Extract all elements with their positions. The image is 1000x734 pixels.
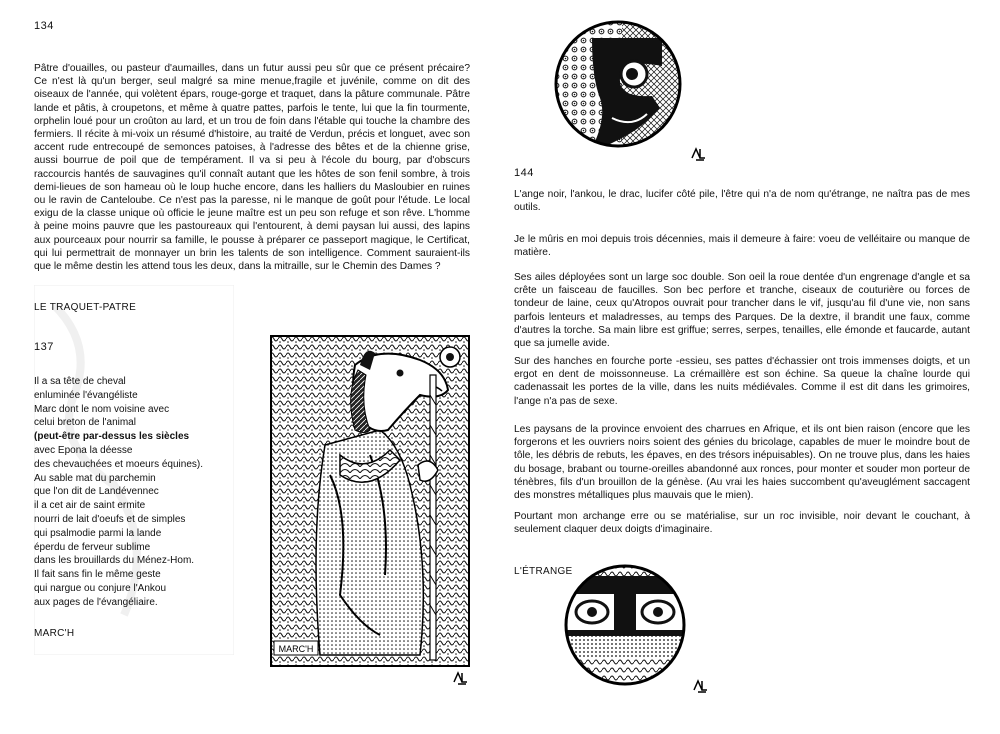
poem-line: Il fait sans fin le même geste xyxy=(34,569,161,581)
poem-line: qui psalmodie parmi la lande xyxy=(34,527,162,539)
poem-line: que l'on dit de Landévennec xyxy=(34,486,159,498)
right-page xyxy=(500,0,1000,734)
horse-evangelist-illustration xyxy=(270,335,470,667)
poem-line: Il a sa tête de cheval xyxy=(34,376,126,387)
page-number: 144 xyxy=(514,167,534,179)
poem-line: dans les brouillards du Ménez-Hom. xyxy=(34,555,195,567)
face-medallion-illustration xyxy=(552,18,684,150)
poem-line: avec Epona la déesse xyxy=(34,444,133,456)
poem-line: nourri de lait d'oeufs et de simples xyxy=(34,513,186,525)
poem-line: aux pages de l'évangéliaire. xyxy=(34,596,158,608)
poem-title: MARC'H xyxy=(34,628,75,639)
section-number: 137 xyxy=(34,341,54,353)
eyes-medallion-illustration xyxy=(562,562,688,688)
illustration-caption: MARC'H xyxy=(278,644,314,654)
artist-monogram xyxy=(692,678,712,694)
body-paragraph: Je le mûris en moi depuis trois décennies, mais il demeure à faire: voeu de velléitaire ou manque de matière. xyxy=(514,234,970,259)
section-title: L'ÉTRANGE xyxy=(514,566,573,577)
poem-line: celui breton de l'animal xyxy=(34,417,136,429)
section-title: LE TRAQUET-PATRE xyxy=(34,302,137,313)
body-paragraph: Les paysans de la province envoient des charrues en Afrique, et ils ont bien raison (encore que les forgerons et les ouvriers noirs soient des génies du bricolage, capables de muer le moindre bout de tôle, les débris de rebuts, les épaves, en des trésors inépuisables). On ne trouve plus, dans les haies du bosage, brabant ou tourne-oreilles abandonné aux ronces, pour monter et souder mon porteur de ténèbres, fils d'un brouillon de la génèse. (Au vrai les haies succombent qu'aveuglément saccagent des monstres métalliques plus mauvais que le mien). xyxy=(514,424,970,502)
artist-monogram xyxy=(690,146,710,162)
poem xyxy=(34,375,203,610)
artist-monogram xyxy=(452,670,472,686)
poem-line: qui nargue ou conjure l'Ankou xyxy=(34,582,167,594)
poem-line: Marc dont le nom voisine avec xyxy=(34,403,170,415)
poem-line: (peut-être par-dessus les siècles xyxy=(34,431,190,443)
poem-line: enluminée l'évangéliste xyxy=(34,389,138,401)
page-number: 134 xyxy=(34,20,54,32)
body-paragraph: Sur des hanches en fourche porte -essieu, ses pattes d'échassier ont trois immenses doigts, et un ergot en dent de moissonneuse. La crémaillère est son échine. Sa queue la chaîne lourde qui cadenassait les portes de la ville, dans les nuits médiévales. Comme il est dit dans les grimoires, l'ange n'a pas de sexe. xyxy=(514,356,970,407)
poem-line: des chevauchées et moeurs équines). xyxy=(34,458,203,470)
poem-line: Au sable mat du parchemin xyxy=(34,472,156,484)
poem-line: éperdu de ferveur sublime xyxy=(34,541,151,553)
body-paragraph: Pâtre d'ouailles, ou pasteur d'aumailles, dans un futur aussi peu sûr que ce présent précaire? Ce n'est là qu'un berger, seul malgré sa mine menue,fragile et juvénile, comme on dit des oiseaux de l'année, qui volètent épars, rouge-gorge et traquet, dans la pâture communale. Pâtre lande et pâtis, à croupetons, et même à quatre pattes, parfois le tente, lui que la fin tourmente, orphelin loué pour un croûton au lard, et un trou de foin dans l'étable qui touche la chambre des fermiers. Il récite à mi-voix un résumé d'histoire, au traité de Verdun, précis et longuet, avec son accent rude entrecoupé de semonces patoises, à l'adresse des bêtes et de la chienne grise, aussi bourrue de poil que de tempérament. Il va si peu à l'école du bourg, par d'obscurs raccourcis hantés de sauvagines qu'il connaît autant que les hôtes de son fenil sombre, à trois demi-lieues de son hameau où le loup huche encore, dans les halliers du Masloubier en ruines ou le ravin de Canteloube. Ce n'est pas la paresse, ni le manque de goût pour l'étude. Le local exigu de la classe unique où officie le jeune maître est un peu son refuge et son rêve. L'homme à peine moins pauvre que les pastoureaux qui l'entourent, à demi paysan lui aussi, des lapins aux pourceaux pour nourrir sa famille, le pousse à préparer ce passeport magique, le Certificat, qui lui permettrait de monnayer un brin les talents de son intelligence. Comment sauraient-ils que le même destin les attend tous les deux, dans la mitraille, sur le Chemin des Dames ? xyxy=(34,63,470,273)
body-paragraph: Pourtant mon archange erre ou se matérialise, sur un roc invisible, noir devant le couchant, à seulement claquer deux doigts d'imaginaire. xyxy=(514,511,970,536)
body-paragraph: Ses ailes déployées sont un large soc double. Son oeil la roue dentée d'un engrenage d'angle et sa crête un faisceau de faucilles. Son bec perfore et tranche, ciseaux de couturière ou forces de tondeur de laine, ceux qu'Atropos ouvrait pour trancher dans le vif, jusqu'au fil d'une vie, non sans parfois lenteurs et maladresses, au temps des Parques. De la dextre, il brandit une faux, comme d'autres la torche. Sa main libre est griffue; serres, serpes, tenailles, elle émonde et faucarde, autant que sa jumelle avide. xyxy=(514,272,970,350)
poem-line: il a cet air de saint ermite xyxy=(34,500,146,512)
body-paragraph: L'ange noir, l'ankou, le drac, lucifer côté pile, l'être qui n'a de nom qu'étrange, ne naîtra pas de mes outils. xyxy=(514,189,970,214)
